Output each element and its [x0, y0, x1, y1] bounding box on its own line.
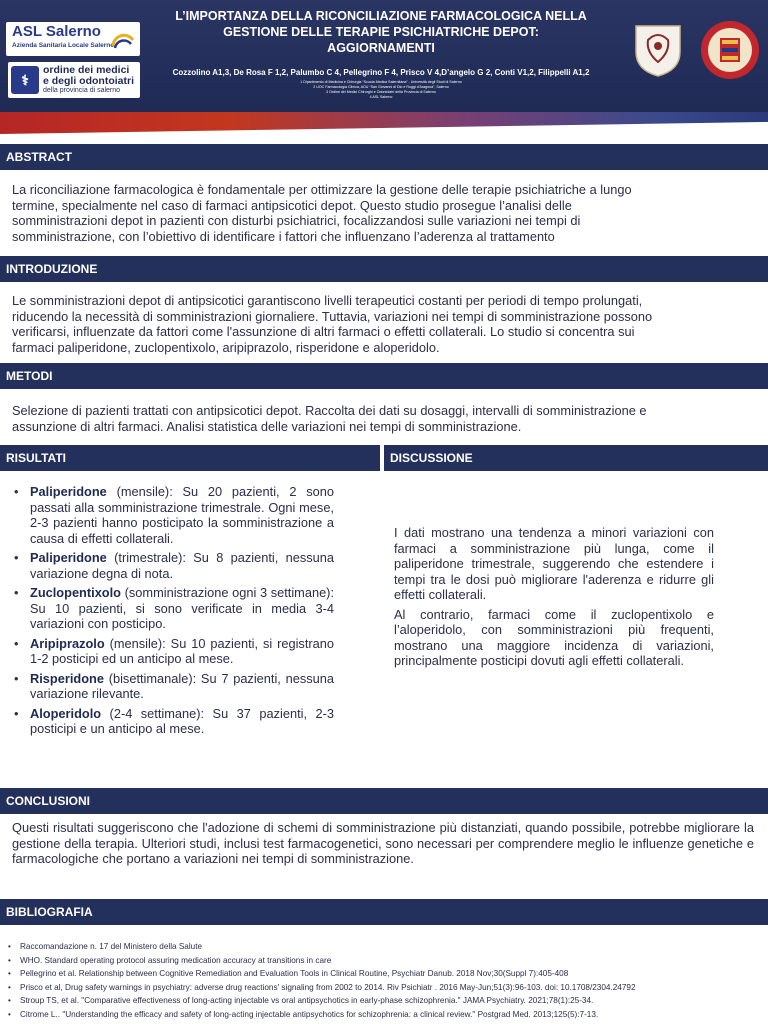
ordine-logo-line1: ordine dei medici	[43, 64, 130, 76]
affiliations	[150, 80, 612, 100]
reference-text: Stroup TS, et al. "Comparative effectiveness of long-acting injectable vs oral antipsychotics in early-phase schizophrenia." JAMA Psychiatry. 2021;78(1):25-34.	[20, 996, 594, 1005]
bullet-icon: •	[8, 942, 11, 951]
list-item	[8, 940, 764, 954]
drug-name: Paliperidone	[30, 550, 107, 565]
bullet-icon: •	[14, 585, 19, 600]
drug-name: Aripiprazolo	[30, 635, 105, 651]
drug-name: Aloperidolo	[30, 705, 102, 721]
list-item	[8, 994, 764, 1008]
drug-text: (mensile): Su 10 pazienti, si registrano 1-2 posticipi ed un anticipo al mese.	[30, 635, 334, 666]
title-line: GESTIONE DELLE TERAPIE PSICHIATRICHE DEPOT:	[223, 25, 539, 39]
bibliografia-heading: BIBLIOGRAFIA	[0, 899, 768, 925]
poster-title	[150, 8, 612, 56]
drug-name: Zuclopentixolo	[30, 585, 121, 600]
drug-text: (mensile): Su 20 pazienti, 2 sono passati alla somministrazione trimestrale. Ogni mese, 2-3 pazienti hanno posticipato la somministrazione a causa di effetti collaterali.	[30, 484, 334, 546]
abstract-text	[12, 182, 762, 244]
risultati-heading: RISULTATI	[0, 445, 380, 471]
reference-text: Prisco et al, Drug safety warnings in psychiatry: adverse drug reactions' signaling from 2002 to 2014. Riv Psichiatr . 2016 May-Jun;51(3):96-103. doi: 10.1708/2304.24792	[20, 982, 636, 992]
drug-name: Paliperidone	[30, 484, 107, 499]
list-item	[14, 706, 334, 737]
asl-logo-subtitle: Azienda Sanitaria Locale Salerno	[12, 42, 115, 49]
bullet-icon: •	[14, 635, 19, 651]
introduzione-line: riducendo la necessità di somministrazioni giornaliere. Tuttavia, variazioni nei tempi di somministrazione possono	[12, 308, 653, 324]
ordine-medici-mark-icon: ⚕	[11, 66, 39, 94]
list-item	[8, 981, 764, 995]
list-item	[8, 1008, 764, 1022]
title-line: L’IMPORTANZA DELLA RICONCILIAZIONE FARMACOLOGICA NELLA	[175, 9, 587, 23]
discussione-paragraph: I dati mostrano una tendenza a minori variazioni con farmaci a somministrazione più lunga, come il paliperidone trimestrale, suggerendo che estendere i tempi tra le dosi può migliorare l'aderenza e ridurre gli effetti collaterali.	[394, 525, 714, 602]
bullet-icon: •	[14, 670, 19, 686]
reference-text: Pellegrino et al. Relationship between Cognitive Remediation and Evaluation Tools in Clinical Routine, Psychiatr Danub. 2018 Nov;30(Suppl 7):405-408	[20, 969, 569, 978]
poster-header	[0, 0, 768, 112]
conclusioni-text: Questi risultati suggeriscono che l'adozione di schemi di somministrazione più distanziati, quando possibile, potrebbe migliorare la gestione della terapia. Ulteriori studi, inclusi test farmacogenetici, sono necessari per comprendere meglio le influenze genetiche e farmacologiche che portano a variazioni nei tempi di somministrazione.	[12, 820, 754, 867]
bullet-icon: •	[8, 982, 11, 992]
abstract-heading: ABSTRACT	[0, 144, 768, 170]
list-item	[8, 967, 764, 981]
list-item	[14, 484, 334, 546]
abstract-line: termine, specialmente nel caso di farmaci antipsicotici depot. Questo studio prosegue l’analisi delle	[12, 197, 572, 213]
asl-salerno-logo	[6, 22, 140, 56]
discussione-heading: DISCUSSIONE	[384, 445, 768, 471]
introduzione-heading: INTRODUZIONE	[0, 256, 768, 282]
abstract-line: La riconciliazione farmacologica è fondamentale per ottimizzare la gestione delle terapie psichiatriche a lungo	[12, 182, 632, 197]
reference-text: WHO. Standard operating protocol assuring medication accuracy at transitions in care	[20, 955, 332, 965]
discussione-text	[394, 525, 714, 673]
header-color-stripe	[0, 112, 768, 134]
reference-text: Raccomandazione n. 17 del Ministero della Salute	[20, 942, 203, 951]
bullet-icon: •	[14, 550, 19, 565]
conclusioni-heading: CONCLUSIONI	[0, 788, 768, 814]
authors-line: Cozzolino A1,3, De Rosa F 1,2, Palumbo C 4, Pellegrino F 4, Prisco V 4,D’angelo G 2, Conti V1,2, Filippelli A1,2	[172, 68, 590, 77]
discussione-paragraph: Al contrario, farmaci come il zuclopentixolo e l’aloperidolo, con somministrazioni più frequenti, mostrano una maggiore incidenza di variazioni, principalmente posticipi dovuti agli effetti collaterali.	[394, 606, 714, 668]
reference-text: Citrome L.. "Understanding the efficacy and safety of long-acting injectable antipsychotics for schizophrenia: a clinical review." Postgrad Med. 2013;125(5):7-13.	[20, 1009, 599, 1019]
drug-text: (trimestrale): Su 8 pazienti, nessuna variazione degna di nota.	[30, 550, 334, 581]
affiliation-line: 4 ASL Salerno	[369, 95, 393, 99]
list-item	[8, 954, 764, 968]
introduzione-line: Le somministrazioni depot di antipsicotici garantiscono livelli terapeutici costanti per periodi di tempo prolungati,	[12, 293, 643, 308]
abstract-line: somministrazione, con l’obiettivo di identificare i fattori che influenzano l’aderenza al trattamento	[12, 228, 555, 244]
metodi-text	[12, 403, 764, 434]
risultati-list	[14, 484, 334, 741]
list-item	[14, 636, 334, 667]
drug-text: (2-4 settimane): Su 37 pazienti, 2-3 posticipi e un anticipo al mese.	[30, 705, 334, 736]
university-crest-icon	[630, 22, 686, 78]
ordine-medici-logo	[8, 62, 140, 98]
metodi-heading: METODI	[0, 363, 768, 389]
drug-text: (somministrazione ogni 3 settimane): Su 10 pazienti, si sono verificate in media 3-4 variazioni con posticipo.	[30, 585, 334, 631]
introduzione-text	[12, 293, 764, 355]
bibliografia-list	[8, 940, 764, 1021]
abstract-line: somministrazioni depot in pazienti con disturbi psichiatrici, focalizzandosi sulle variazioni nei tempi di	[12, 213, 581, 229]
asl-logo-title: ASL Salerno	[12, 23, 101, 40]
affiliation-line: 1 Dipartimento di Medicina e Chirurgia “Scuola Medica Salernitana” - Università degli Studi di Salerno	[300, 80, 462, 84]
affiliation-line: 3 Ordine dei Medici Chirurghi e Odontoiatri della Provincia di Salerno	[326, 90, 436, 94]
bullet-icon: •	[14, 705, 19, 721]
introduzione-line: verificarsi, influenzate da fattori come l'assunzione di altri farmaci o effetti collaterali. Lo studio si concentra sui	[12, 324, 635, 340]
drug-name: Risperidone	[30, 670, 104, 686]
list-item	[14, 671, 334, 702]
bullet-icon: •	[14, 484, 19, 499]
bullet-icon: •	[8, 969, 11, 978]
drug-text: (bisettimanale): Su 7 pazienti, nessuna variazione rilevante.	[30, 670, 334, 701]
metodi-line: Selezione di pazienti trattati con antipsicotici depot. Raccolta dei dati su dosaggi, intervalli di somministrazione e	[12, 403, 647, 418]
introduzione-line: farmaci paliperidone, zuclopentixolo, aripiprazolo, risperidone e aloperidolo.	[12, 339, 440, 355]
bullet-icon: •	[8, 955, 11, 965]
list-item	[14, 585, 334, 632]
ordine-logo-line3: della provincia di salerno	[43, 87, 121, 94]
ordine-logo-line2: e degli odontoiatri	[43, 75, 134, 87]
asl-arc-icon	[110, 26, 136, 52]
title-line: AGGIORNAMENTI	[327, 41, 435, 55]
bullet-icon: •	[8, 996, 11, 1005]
affiliation-line: 2 UOC Farmacologia Clinica, AOU “San Giovanni di Dio e Ruggi d’Aragona”, Salerno	[313, 85, 449, 89]
metodi-line: assunzione di altri farmaci. Analisi statistica delle variazioni nei tempi di somministrazione.	[12, 418, 522, 434]
bullet-icon: •	[8, 1009, 11, 1019]
hospital-seal-icon	[700, 20, 760, 80]
list-item	[14, 550, 334, 581]
